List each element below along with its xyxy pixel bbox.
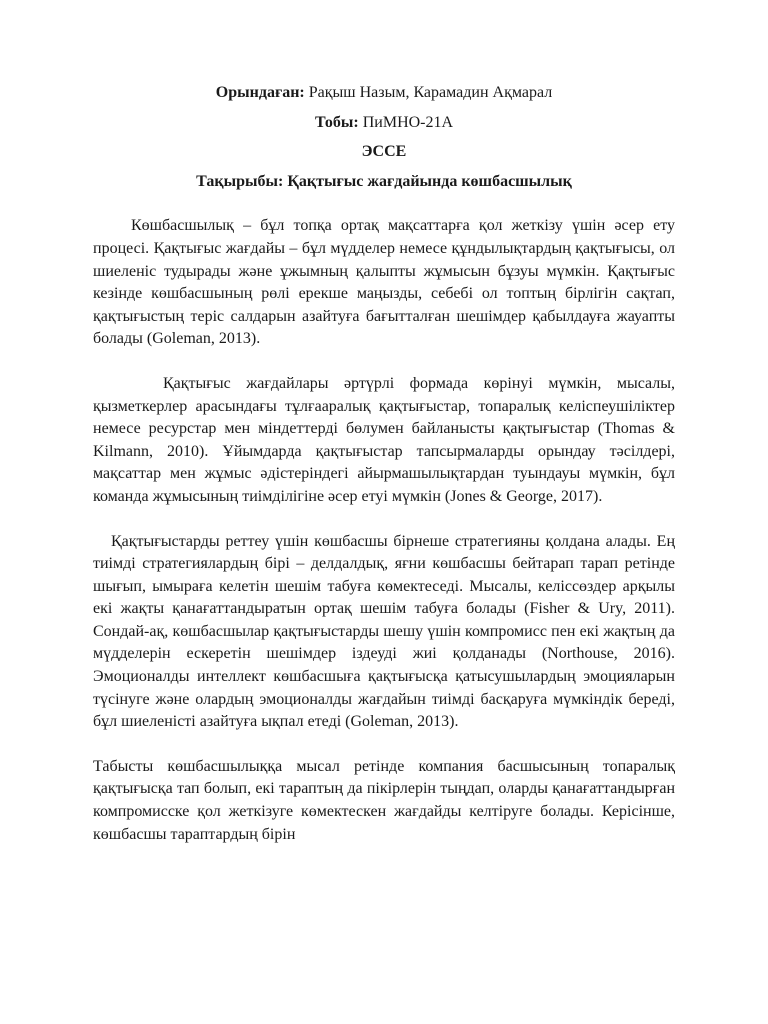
author-line <box>93 82 675 105</box>
paragraph-4: Табысты көшбасшылыққа мысал ретінде компания басшысының топаралық қақтығысқа тап болып, екі тараптың да пікірлерін тыңдап, оларды қанағаттандырған компромисске қол жеткізуге көмектескен жағдайды келтіруге болады. Керісінше, көшбасшы тараптардың бірін <box>93 757 675 843</box>
group-label: Тобы: <box>314 113 359 131</box>
author-names: Рақыш Назым, Карамадин Ақмарал <box>308 84 553 101</box>
paragraph-1: Көшбасшылық – бұл топқа ортақ мақсаттарға қол жеткізу үшін әсер ету процесі. Қақтығыс жағдайы – бұл мүдделер немесе құндылықтардың қақтығысы, ол шиеленіс тудырады және ұжымның қалыпты жұмысын бұзуы мүмкін. Қақтығыс кезінде көшбасшының рөлі ерекше маңызды, себебі ол топтың бірлігін сақтап, қақтығыстың теріс салдарын азайтуға бағытталған шешімдер қабылдауға жауапты болады (Goleman, 2013). <box>93 217 675 348</box>
group-value: ПиМНО-21А <box>362 113 454 131</box>
paragraph-2: Қақтығыс жағдайлары әртүрлі формада көрінуі мүмкін, мысалы, қызметкерлер арасындағы тұлғааралық қақтығыстар, топаралық келіспеушіліктер немесе ресурстар мен міндеттерді бөлумен байланысты қақтығыстар (Thomas & Kilmann, 2010). Ұйымдарда қақтығыстар тапсырмаларды орындау тәсілдері, мақсаттар мен жұмыс әдістеріндегі айырмашылықтардан туындауы мүмкін, бұл команда жұмысының тиімділігіне әсер етуі мүмкін (Jones & George, 2017). <box>93 374 675 505</box>
essay-title: ЭССЕ <box>361 143 407 161</box>
paragraph-3: Қақтығыстарды реттеу үшін көшбасшы бірнеше стратегияны қолдана алады. Ең тиімді стратегиялардың бірі – делдалдық, яғни көшбасшы бейтарап тарап ретінде шығып, ымыраға келетін шешім табуға көмектеседі. Мысалы, келіссөздер арқылы екі жақты қанағаттандыратын ортақ шешім табуға болады (Fisher & Ury, 2011). Сондай-ақ, көшбасшылар қақтығыстарды шешу үшін компромисс пен екі жақтың да мүдделерін ескеретін шешімдер іздеуді жиі қолданады (Northouse, 2016). Эмоционалды интеллект көшбасшыға қақтығысқа қатысушылардың эмоцияларын түсінуге және олардың эмоционалды жағдайын тиімді басқаруға мүмкіндік береді, бұл шиеленісті азайтуға ықпал етеді (Goleman, 2013). <box>93 532 675 731</box>
group-line <box>93 112 675 135</box>
topic-heading: Тақырыбы: Қақтығыс жағдайында көшбасшылық <box>196 172 572 190</box>
author-label: Орындаған: <box>215 84 305 101</box>
